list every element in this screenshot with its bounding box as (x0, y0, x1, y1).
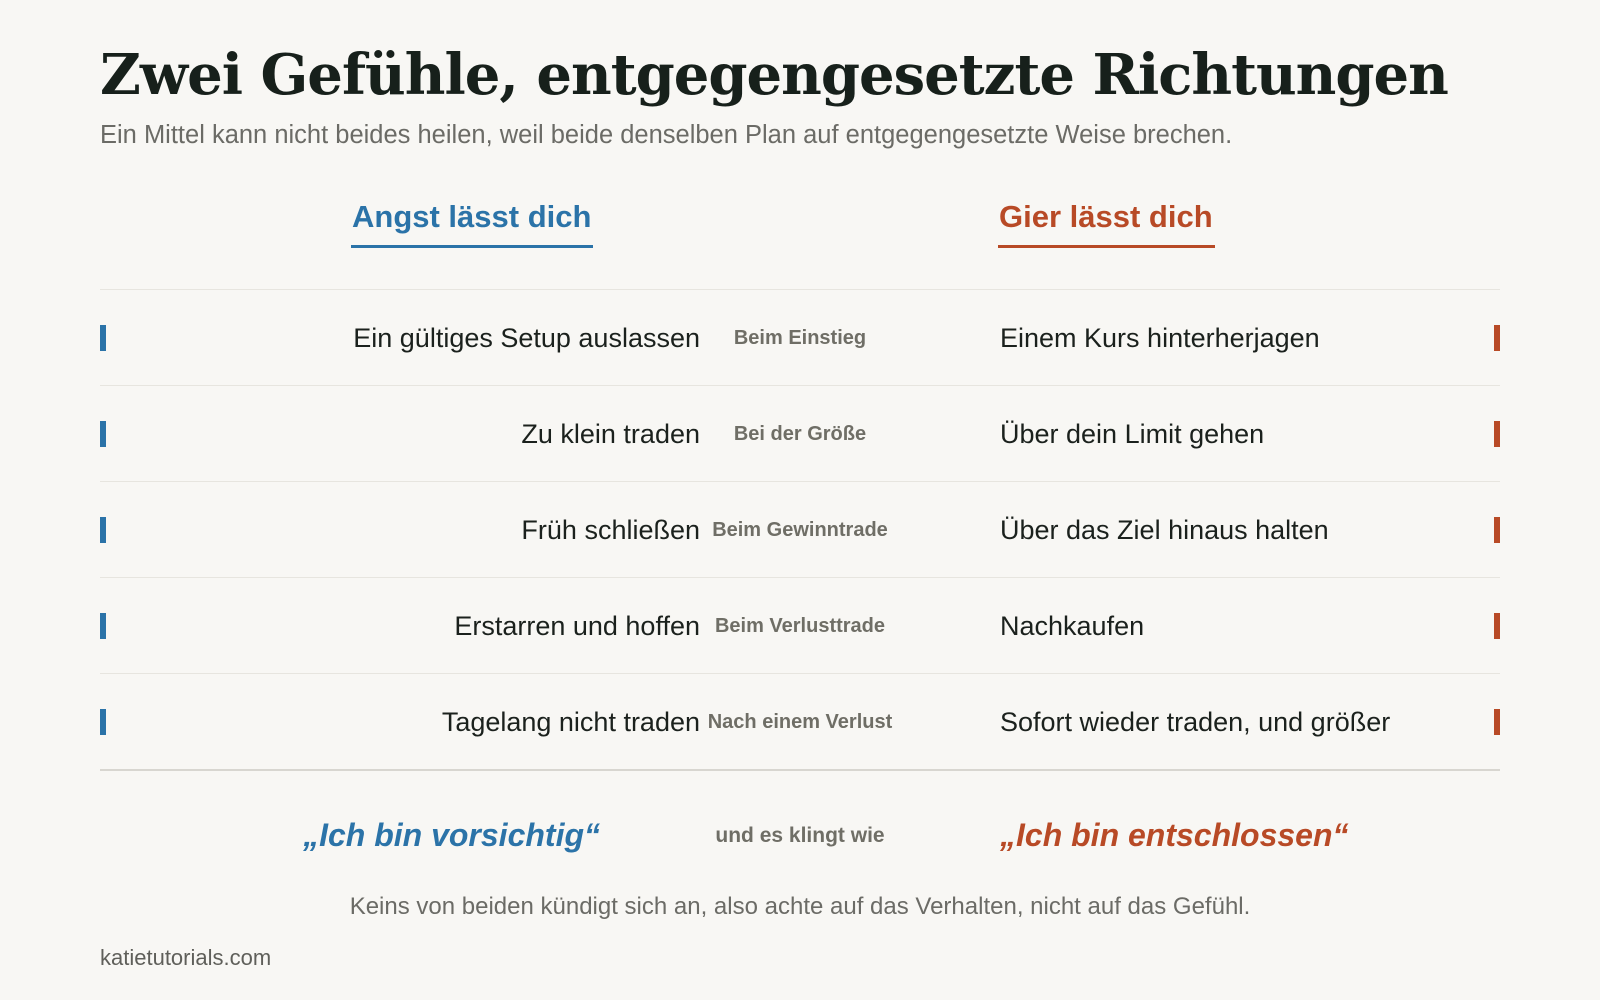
footnote: Keins von beiden kündigt sich an, also achte auf das Verhalten, nicht auf das Gefühl. (349, 893, 1251, 920)
greed-behavior: Nachkaufen (1000, 611, 1145, 641)
greed-behavior: Sofort wieder traden, und größer (1000, 707, 1391, 737)
situation-label: Bei der Größe (733, 423, 867, 445)
greed-quote: „Ich bin entschlossen“ (1000, 817, 1349, 853)
situation-label: Beim Einstieg (733, 327, 867, 349)
page-subtitle: Ein Mittel kann nicht beides heilen, weil beide denselben Plan auf entgegengesetzte Weise brechen. (100, 121, 1233, 149)
greed-marker (1494, 517, 1500, 543)
table-row (100, 385, 1500, 481)
divider (100, 769, 1500, 771)
table-row (100, 577, 1500, 673)
situation-label: Beim Verlusttrade (714, 615, 886, 637)
greed-marker (1494, 421, 1500, 447)
fear-column-heading: Angst lässt dich (351, 197, 593, 248)
situation-label: Nach einem Verlust (707, 711, 893, 733)
fear-marker (100, 613, 106, 639)
comparison-table (100, 289, 1500, 769)
fear-marker (100, 709, 106, 735)
situation-label: Beim Gewinntrade (712, 519, 888, 541)
greed-column-heading: Gier lässt dich (998, 197, 1215, 248)
fear-behavior: Zu klein traden (521, 419, 700, 449)
greed-behavior: Über dein Limit gehen (1000, 419, 1265, 449)
table-row (100, 289, 1500, 385)
fear-marker (100, 421, 106, 447)
source-credit: katietutorials.com (100, 945, 272, 970)
fear-behavior: Ein gültiges Setup auslassen (353, 323, 700, 353)
quote-connector: und es klingt wie (715, 824, 885, 847)
fear-marker (100, 517, 106, 543)
fear-marker (100, 325, 106, 351)
fear-quote: „Ich bin vorsichtig“ (303, 817, 600, 853)
greed-behavior: Über das Ziel hinaus halten (1000, 515, 1329, 545)
table-row (100, 673, 1500, 769)
greed-marker (1494, 709, 1500, 735)
fear-behavior: Tagelang nicht traden (441, 707, 700, 737)
greed-marker (1494, 325, 1500, 351)
table-row (100, 481, 1500, 577)
greed-marker (1494, 613, 1500, 639)
fear-behavior: Erstarren und hoffen (454, 611, 700, 641)
fear-behavior: Früh schließen (521, 515, 700, 545)
page-title: Zwei Gefühle, entgegengesetzte Richtungen (100, 42, 1448, 108)
greed-behavior: Einem Kurs hinterherjagen (1000, 323, 1320, 353)
